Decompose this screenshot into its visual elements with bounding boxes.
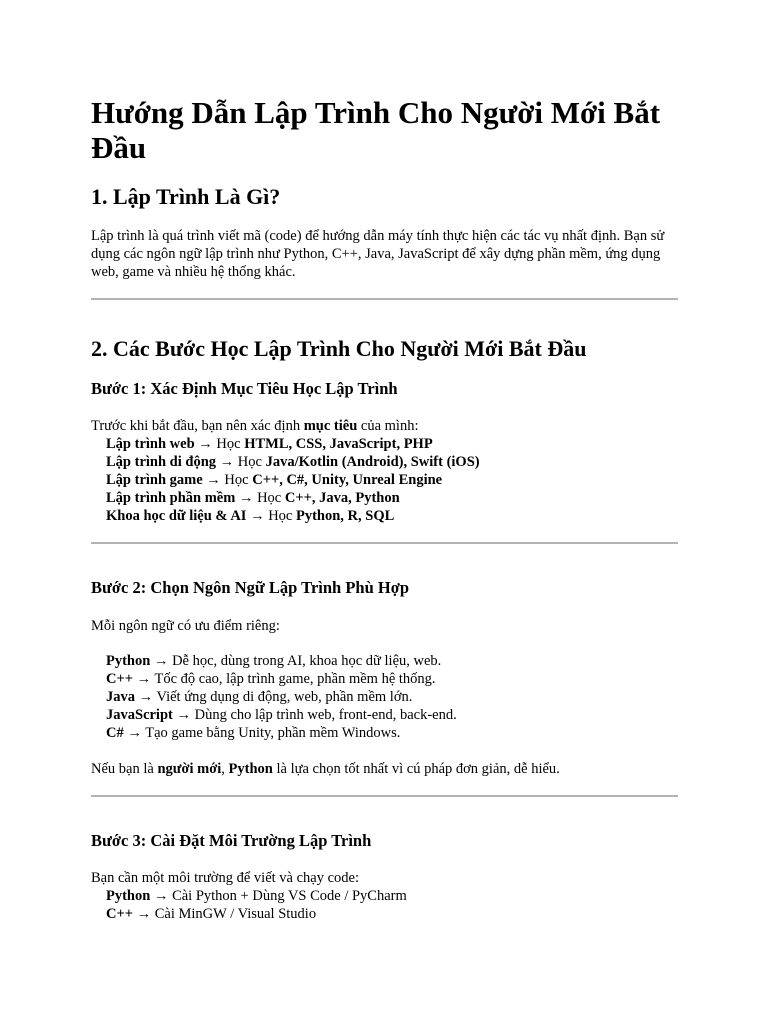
goal-item: Lập trình game → Học C++, C#, Unity, Unreal Engine <box>106 472 443 488</box>
section2-heading: 2. Các Bước Học Lập Trình Cho Người Mới Bắt Đầu <box>91 336 587 361</box>
section1-heading: 1. Lập Trình Là Gì? <box>91 184 281 209</box>
page-title: Hướng Dẫn Lập Trình Cho Người Mới Bắt Đầu <box>91 95 661 165</box>
language-item: C++ → Tốc độ cao, lập trình game, phần mềm hệ thống. <box>106 671 436 687</box>
section1-body: Lập trình là quá trình viết mã (code) để hướng dẫn máy tính thực hiện các tác vụ nhất định. Bạn sử dụng các ngôn ngữ lập trình như Python, C++, Java, JavaScript để xây dựng phần mềm, ứng dụng web, game và nhiều hệ thống khác. <box>91 228 665 280</box>
setup-item: Python → Cài Python + Dùng VS Code / PyCharm <box>106 888 407 904</box>
setup-item: C++ → Cài MinGW / Visual Studio <box>106 906 317 922</box>
goal-item: Lập trình web → Học HTML, CSS, JavaScript, PHP <box>106 436 433 452</box>
goal-item: Lập trình phần mềm → Học C++, Java, Python <box>106 490 400 506</box>
step3-intro: Bạn cần một môi trường để viết và chạy code: <box>91 870 359 886</box>
goal-item: Khoa học dữ liệu & AI → Học Python, R, SQL <box>106 508 395 524</box>
step3-heading: Bước 3: Cài Đặt Môi Trường Lập Trình <box>91 831 372 850</box>
language-item: Python → Dễ học, dùng trong AI, khoa học dữ liệu, web. <box>106 653 442 669</box>
language-item: Java → Viết ứng dụng di động, web, phần mềm lớn. <box>106 689 413 705</box>
step2-intro: Mỗi ngôn ngữ có ưu điểm riêng: <box>91 618 280 634</box>
language-item: JavaScript → Dùng cho lập trình web, front-end, back-end. <box>106 707 457 723</box>
divider <box>91 542 678 544</box>
language-item: C# → Tạo game bằng Unity, phần mềm Windows. <box>106 725 401 741</box>
divider <box>91 298 678 300</box>
step2-heading: Bước 2: Chọn Ngôn Ngữ Lập Trình Phù Hợp <box>91 578 410 597</box>
step1-heading: Bước 1: Xác Định Mục Tiêu Học Lập Trình <box>91 379 398 398</box>
step1-intro: Trước khi bắt đầu, bạn nên xác định mục tiêu của mình: <box>91 418 419 434</box>
step2-outro: Nếu bạn là người mới, Python là lựa chọn tốt nhất vì cú pháp đơn giản, dễ hiểu. <box>91 761 560 777</box>
goal-item: Lập trình di động → Học Java/Kotlin (Android), Swift (iOS) <box>106 454 480 470</box>
divider <box>91 795 678 797</box>
